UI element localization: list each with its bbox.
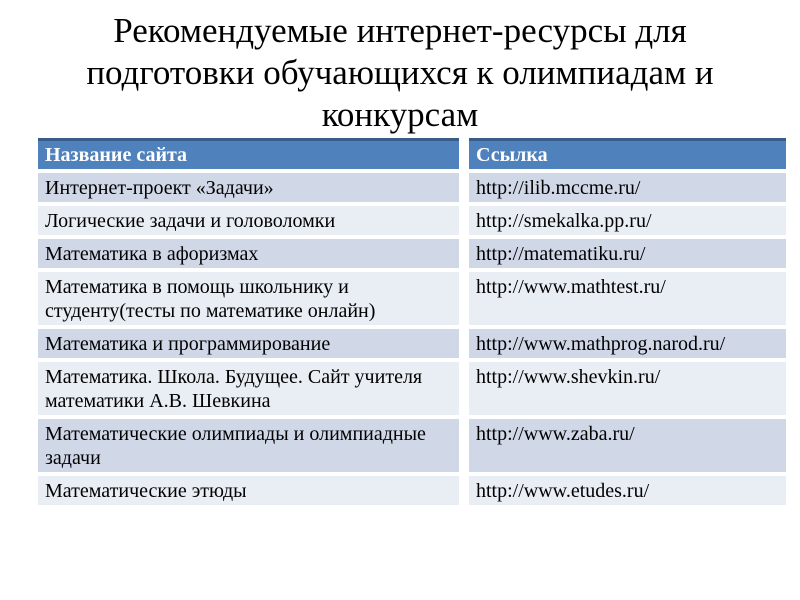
table-header-row: [38, 140, 786, 172]
table-row: [38, 237, 786, 270]
site-url-cell: http://smekalka.pp.ru/: [464, 204, 786, 237]
page-title: [0, 10, 800, 136]
site-name-cell: Математика в афоризмах: [38, 237, 464, 270]
resources-table: [38, 138, 786, 509]
table-row: [38, 171, 786, 204]
site-name-cell: Математика. Школа. Будущее. Сайт учителя математики А.В. Шевкина: [38, 360, 464, 417]
site-url-cell: http://www.etudes.ru/: [464, 474, 786, 507]
site-name-cell: Математические олимпиады и олимпиадные задачи: [38, 417, 464, 474]
table-row: [38, 417, 786, 474]
site-name-cell: Интернет-проект «Задачи»: [38, 171, 464, 204]
site-name-cell: Логические задачи и головоломки: [38, 204, 464, 237]
title-line-2: подготовки обучающихся к олимпиадам и: [86, 53, 714, 92]
title-line-3: конкурсам: [321, 95, 479, 134]
column-header-site-name: Название сайта: [38, 140, 464, 172]
site-url-cell: http://www.mathtest.ru/: [464, 270, 786, 327]
site-url-cell: http://matematiku.ru/: [464, 237, 786, 270]
site-url-cell: http://www.mathprog.narod.ru/: [464, 327, 786, 360]
table-row: [38, 474, 786, 507]
table-row: [38, 204, 786, 237]
site-name-cell: Математика в помощь школьнику и студенту(тесты по математике онлайн): [38, 270, 464, 327]
site-url-cell: http://www.shevkin.ru/: [464, 360, 786, 417]
site-name-cell: Математические этюды: [38, 474, 464, 507]
table-row: [38, 360, 786, 417]
site-url-cell: http://www.zaba.ru/: [464, 417, 786, 474]
column-header-link: Ссылка: [464, 140, 786, 172]
table-row: [38, 270, 786, 327]
site-url-cell: http://ilib.mccme.ru/: [464, 171, 786, 204]
site-name-cell: Математика и программирование: [38, 327, 464, 360]
presentation-slide: [0, 10, 800, 600]
table-row: [38, 327, 786, 360]
title-line-1: Рекомендуемые интернет-ресурсы для: [113, 11, 687, 50]
